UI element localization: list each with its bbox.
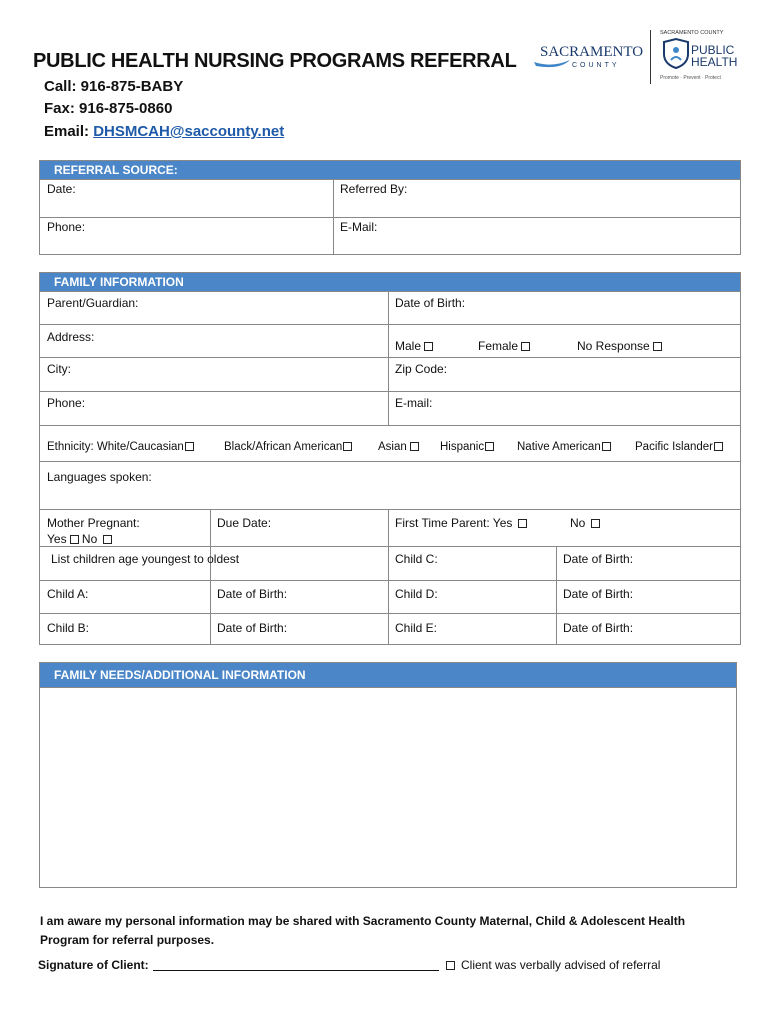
list-children-label: List children age youngest to oldest [51, 552, 240, 566]
referral-source-heading: REFERRAL SOURCE: [40, 161, 740, 179]
family-information-section [39, 272, 741, 645]
logo-divider [650, 30, 651, 84]
ethnicity-hispanic-label: Hispanic [440, 441, 485, 453]
no-response-label: No Response [577, 339, 650, 353]
pregnant-options [40, 530, 112, 547]
ethnicity-asian-checkbox[interactable] [410, 442, 419, 451]
email-line [44, 123, 284, 140]
gender-no-response-option[interactable] [570, 337, 662, 354]
child-b-dob-field[interactable]: Date of Birth: [217, 621, 288, 635]
female-checkbox[interactable] [521, 342, 530, 351]
logo-county-sub: COUNTY [572, 62, 620, 69]
ethnicity-native-checkbox[interactable] [602, 442, 611, 451]
consent-statement: I am aware my personal information may be shared with Sacramento County Maternal, Child & Adolescent Health Program for referral purposes. [40, 914, 686, 947]
ethnicity-native-label: Native American [517, 441, 601, 453]
female-label: Female [478, 339, 519, 353]
referral-email-field[interactable]: E-Mail: [340, 220, 378, 234]
ethnicity-hispanic-checkbox[interactable] [485, 442, 494, 451]
child-c-dob-field[interactable]: Date of Birth: [563, 552, 634, 566]
address-field[interactable]: Address: [47, 330, 95, 344]
gender-male-option[interactable] [388, 337, 433, 354]
pregnant-no-label: No [81, 532, 98, 546]
ethnicity-asian[interactable] [378, 441, 419, 453]
family-email-field[interactable]: E-mail: [395, 396, 433, 410]
child-e-field[interactable]: Child E: [395, 621, 438, 635]
call-line: Call: 916-875-BABY [44, 78, 184, 95]
first-time-parent-no[interactable] [563, 514, 600, 531]
male-label: Male [395, 339, 422, 353]
family-needs-heading: FAMILY NEEDS/ADDITIONAL INFORMATION [40, 663, 736, 687]
signature-row [38, 958, 439, 972]
child-a-field[interactable]: Child A: [47, 587, 89, 601]
referral-phone-field[interactable]: Phone: [47, 220, 86, 234]
mother-pregnant-label: Mother Pregnant: [47, 516, 140, 530]
ethnicity-pacific-label: Pacific Islander [635, 441, 713, 453]
child-b-field[interactable]: Child B: [47, 621, 90, 635]
ethnicity-pacific-islander[interactable] [635, 441, 723, 453]
logo-ph-tag: Promote · Prevent · Protect [660, 75, 721, 81]
zip-code-field[interactable]: Zip Code: [395, 362, 448, 376]
sacramento-county-logo [532, 36, 644, 78]
signature-label: Signature of Client: [38, 958, 149, 972]
signature-line[interactable] [153, 959, 439, 971]
child-d-dob-field[interactable]: Date of Birth: [563, 587, 634, 601]
child-c-field[interactable]: Child C: [395, 552, 438, 566]
referred-by-field[interactable]: Referred By: [340, 182, 408, 196]
pregnant-yes-label: Yes [47, 532, 67, 546]
public-health-logo [660, 28, 740, 84]
ethnicity-native-american[interactable] [517, 441, 611, 453]
family-information-heading: FAMILY INFORMATION [40, 273, 740, 291]
first-time-parent-yes[interactable] [388, 514, 527, 531]
languages-field[interactable]: Languages spoken: [47, 470, 152, 484]
ethnicity-label: Ethnicity: [47, 441, 97, 453]
email-label: Email: [44, 123, 94, 140]
no-response-checkbox[interactable] [653, 342, 662, 351]
first-time-yes-label: First Time Parent: Yes [395, 516, 513, 530]
verbal-advised-label: Client was verbally advised of referral [461, 958, 661, 972]
family-needs-section [39, 662, 737, 888]
verbal-advised-checkbox[interactable] [446, 961, 455, 970]
page-title: PUBLIC HEALTH NURSING PROGRAMS REFERRAL [33, 50, 517, 72]
parent-dob-field[interactable]: Date of Birth: [395, 296, 466, 310]
parent-guardian-field[interactable]: Parent/Guardian: [47, 296, 139, 310]
first-time-no-checkbox[interactable] [591, 519, 600, 528]
logo-ph-line2: HEALTH [691, 55, 738, 69]
ethnicity-pacific-checkbox[interactable] [714, 442, 723, 451]
logo-ph-line1: PUBLIC [691, 43, 735, 57]
logo-county-name: SACRAMENTO [540, 44, 644, 60]
child-a-dob-field[interactable]: Date of Birth: [217, 587, 288, 601]
referral-source-section [39, 160, 741, 255]
first-time-no-label: No [570, 516, 586, 530]
ethnicity-asian-label: Asian [378, 441, 407, 453]
due-date-field[interactable]: Due Date: [217, 516, 272, 530]
verbal-advised-option[interactable] [446, 958, 660, 972]
family-needs-textarea[interactable] [40, 688, 736, 887]
ethnicity-black[interactable] [224, 441, 352, 453]
city-field[interactable]: City: [47, 362, 71, 376]
ethnicity-white-label: White/Caucasian [96, 441, 184, 453]
ethnicity-black-checkbox[interactable] [343, 442, 352, 451]
family-phone-field[interactable]: Phone: [47, 396, 86, 410]
pregnant-no-checkbox[interactable] [103, 535, 112, 544]
ethnicity-white-checkbox[interactable] [185, 442, 194, 451]
child-d-field[interactable]: Child D: [395, 587, 438, 601]
fax-line: Fax: 916-875-0860 [44, 100, 173, 117]
ethnicity-white[interactable] [47, 441, 194, 453]
child-e-dob-field[interactable]: Date of Birth: [563, 621, 634, 635]
male-checkbox[interactable] [424, 342, 433, 351]
email-link[interactable]: DHSMCAH@saccounty.net [93, 123, 285, 140]
referral-date-field[interactable]: Date: [47, 182, 76, 196]
pregnant-yes-checkbox[interactable] [70, 535, 79, 544]
gender-female-option[interactable] [471, 337, 530, 354]
ethnicity-black-label: Black/African American [224, 441, 343, 453]
ethnicity-hispanic[interactable] [440, 441, 494, 453]
logo-ph-top: SACRAMENTO COUNTY [660, 30, 724, 36]
first-time-yes-checkbox[interactable] [518, 519, 527, 528]
